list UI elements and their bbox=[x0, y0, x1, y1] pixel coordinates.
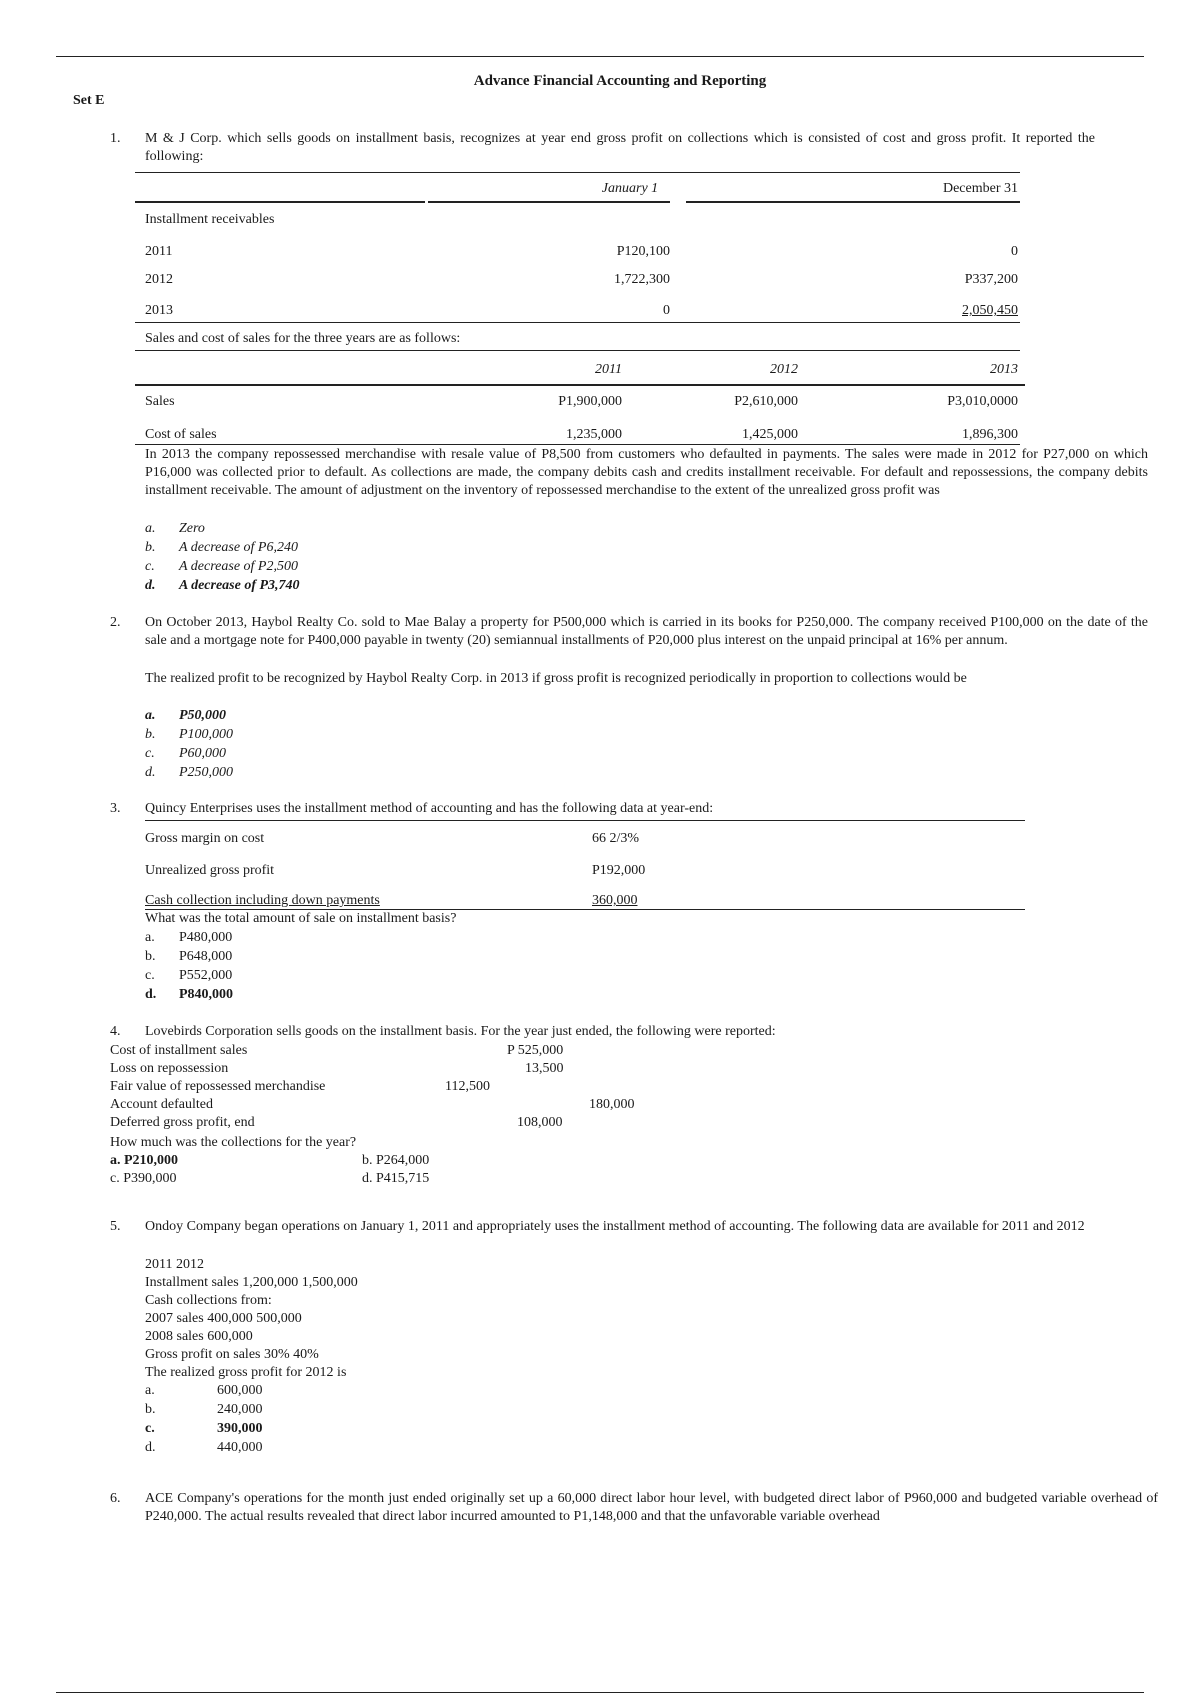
option-letter: c. bbox=[145, 968, 155, 983]
q5-text: Ondoy Company began operations on January 1, 2011 and appropriately uses the installment method of accounting. The following data are available for 2011 and 2012 bbox=[145, 1219, 1085, 1234]
q2-text: On October 2013, Haybol Realty Co. sold to Mae Balay a property for P500,000 which is carried in its books for P250,000. The company received P100,000 on the date of the sale and a mortgage note for P400,000 payable in twenty (20) semiannual installments of P20,000 plus interest on the unpaid principal at 16% per annum. bbox=[145, 615, 1148, 648]
q3-row-label: Gross margin on cost bbox=[145, 831, 265, 846]
q4-option-a: a. P210,000 bbox=[110, 1153, 179, 1168]
option-text: A decrease of P2,500 bbox=[179, 559, 298, 574]
q5-line: Installment sales 1,200,000 1,500,000 bbox=[145, 1275, 358, 1290]
q1-body: In 2013 the company repossessed merchandise with resale value of P8,500 from customers who defaulted in payments. The sales were made in 2012 for P27,000 on which P16,000 was collected prior to default. As collections are made, the company debits cash and credits installment receivable. For default and repossessions, the company debits installment receivable. The amount of adjustment on the inventory of repossessed merchandise to the extent of the unrealized gross profit was bbox=[145, 447, 1148, 498]
q2-option-c bbox=[145, 745, 226, 763]
q3-number: 3. bbox=[110, 801, 121, 816]
option-letter: c. bbox=[145, 1421, 155, 1436]
option-letter: c. bbox=[145, 746, 155, 761]
q1-text: M & J Corp. which sells goods on installment basis, recognizes at year end gross profit on collections which is consisted of cost and gross profit. It reported the following: bbox=[145, 131, 1095, 164]
document-title: Advance Financial Accounting and Reporting bbox=[473, 73, 767, 89]
q4-row-value: P 525,000 bbox=[507, 1043, 564, 1058]
option-text: P648,000 bbox=[179, 949, 233, 964]
q5-option-b bbox=[145, 1401, 263, 1419]
q1-row-jan: P120,100 bbox=[616, 244, 670, 259]
q1-cost-label: Cost of sales bbox=[145, 427, 217, 442]
q3-row-value: 360,000 bbox=[592, 893, 638, 908]
q4-option-b: b. P264,000 bbox=[362, 1153, 430, 1168]
q1-option-d bbox=[145, 577, 300, 595]
q1-table1-head-rule-3 bbox=[686, 201, 1020, 203]
q3-table-top-rule bbox=[145, 820, 1025, 821]
q1-row-jan: 0 bbox=[663, 303, 670, 318]
q5-line: The realized gross profit for 2012 is bbox=[145, 1365, 347, 1380]
q4-text: Lovebirds Corporation sells goods on the installment basis. For the year just ended, the following were reported: bbox=[145, 1024, 776, 1039]
q1-row-year: 2013 bbox=[145, 303, 173, 318]
q5-line: 2011 2012 bbox=[145, 1257, 204, 1272]
option-letter: a. bbox=[145, 930, 155, 945]
q3-option-c bbox=[145, 967, 232, 985]
q1-section-label: Installment receivables bbox=[145, 212, 275, 227]
q1-table2-intro: Sales and cost of sales for the three years are as follows: bbox=[145, 331, 461, 346]
q3-option-d bbox=[145, 986, 233, 1004]
option-text: P480,000 bbox=[179, 930, 233, 945]
set-label: Set E bbox=[73, 93, 105, 108]
q1-row-year: 2011 bbox=[145, 244, 173, 259]
option-text: P100,000 bbox=[179, 727, 234, 742]
q1-table1-top-rule bbox=[135, 172, 1020, 173]
option-letter: a. bbox=[145, 521, 156, 536]
option-text: P552,000 bbox=[179, 968, 233, 983]
q3-question: What was the total amount of sale on installment basis? bbox=[145, 911, 457, 926]
q3-row-label: Cash collection including down payments bbox=[145, 893, 380, 908]
q1-col-dec: December 31 bbox=[942, 181, 1018, 196]
option-letter: d. bbox=[145, 578, 156, 593]
q3-text: Quincy Enterprises uses the installment method of accounting and has the following data at year-end: bbox=[145, 801, 714, 816]
q3-option-a bbox=[145, 929, 232, 947]
q6-text: ACE Company's operations for the month just ended originally set up a 60,000 direct labor hour level, with budgeted direct labor of P960,000 and budgeted variable overhead of P240,000. The actual results revealed that direct labor incurred amounted to P1,148,000 and that the unfavorable variable overhead bbox=[145, 1491, 1158, 1524]
q1-row-dec: P337,200 bbox=[964, 272, 1018, 287]
q1-row-dec: 0 bbox=[1011, 244, 1018, 259]
q1-option-b bbox=[145, 539, 298, 557]
q3-row-label: Unrealized gross profit bbox=[145, 863, 275, 878]
q6-number: 6. bbox=[110, 1491, 121, 1506]
q4-row-value: 112,500 bbox=[445, 1079, 490, 1094]
q1-table1-head-rule-1 bbox=[135, 201, 425, 203]
q4-option-c: c. P390,000 bbox=[110, 1171, 177, 1186]
q5-line: Cash collections from: bbox=[145, 1293, 272, 1308]
q4-question: How much was the collections for the year? bbox=[110, 1135, 357, 1150]
q1-cost-value: 1,235,000 bbox=[566, 427, 622, 442]
q4-number: 4. bbox=[110, 1024, 121, 1039]
option-text: 240,000 bbox=[217, 1402, 263, 1417]
q1-table2-col: 2013 bbox=[990, 362, 1018, 377]
q5-line: 2007 sales 400,000 500,000 bbox=[145, 1311, 302, 1326]
option-text: A decrease of P3,740 bbox=[179, 578, 300, 593]
q3-row-value: P192,000 bbox=[592, 863, 646, 878]
q2-option-a bbox=[145, 707, 226, 725]
q5-number: 5. bbox=[110, 1219, 121, 1234]
option-letter: b. bbox=[145, 949, 156, 964]
q1-sales-label: Sales bbox=[145, 394, 175, 409]
q4-row-value: 108,000 bbox=[517, 1115, 563, 1130]
q1-cost-value: 1,896,300 bbox=[962, 427, 1018, 442]
q1-table1-bottom-rule bbox=[135, 322, 1020, 323]
q1-table2-bottom-rule bbox=[135, 444, 1020, 445]
q4-row-value: 180,000 bbox=[589, 1097, 635, 1112]
q1-table1-head-rule-2 bbox=[428, 201, 670, 203]
q1-table2-col: 2011 bbox=[595, 362, 622, 377]
q1-row-year: 2012 bbox=[145, 272, 173, 287]
q1-option-c bbox=[145, 558, 298, 576]
q5-option-a bbox=[145, 1382, 263, 1400]
q1-table2-head-rule bbox=[135, 384, 1025, 386]
q4-option-d: d. P415,715 bbox=[362, 1171, 430, 1186]
q2-option-d bbox=[145, 764, 233, 782]
q1-sales-value: P3,010,0000 bbox=[947, 394, 1018, 409]
q1-row-jan: 1,722,300 bbox=[614, 272, 670, 287]
q5-line: 2008 sales 600,000 bbox=[145, 1329, 253, 1344]
option-letter: b. bbox=[145, 727, 156, 742]
q5-option-c bbox=[145, 1420, 263, 1438]
q3-option-b bbox=[145, 948, 232, 966]
option-text: P840,000 bbox=[179, 987, 234, 1002]
q1-row-dec: 2,050,450 bbox=[962, 303, 1018, 318]
option-letter: d. bbox=[145, 987, 157, 1002]
q5-line: Gross profit on sales 30% 40% bbox=[145, 1347, 319, 1362]
q1-col-jan: January 1 bbox=[601, 181, 659, 196]
q4-row-label: Cost of installment sales bbox=[110, 1043, 248, 1058]
option-text: P250,000 bbox=[179, 765, 234, 780]
q2-option-b bbox=[145, 726, 233, 744]
option-text: Zero bbox=[179, 521, 205, 536]
option-text: 390,000 bbox=[217, 1421, 263, 1436]
top-rule bbox=[56, 56, 1144, 57]
q4-row-label: Account defaulted bbox=[110, 1097, 214, 1112]
q1-table2-top-rule bbox=[135, 350, 1020, 351]
q4-row-value: 13,500 bbox=[525, 1061, 564, 1076]
q1-cost-value: 1,425,000 bbox=[742, 427, 798, 442]
option-letter: d. bbox=[145, 765, 156, 780]
option-text: P50,000 bbox=[179, 708, 227, 723]
bottom-rule bbox=[56, 1692, 1144, 1693]
q1-table2-col: 2012 bbox=[770, 362, 798, 377]
q3-row-value: 66 2/3% bbox=[592, 831, 640, 846]
option-letter: a. bbox=[145, 708, 156, 723]
q1-sales-value: P2,610,000 bbox=[734, 394, 798, 409]
option-letter: a. bbox=[145, 1383, 155, 1398]
option-text: 600,000 bbox=[217, 1383, 263, 1398]
option-text: 440,000 bbox=[217, 1440, 263, 1455]
q4-row-label: Fair value of repossessed merchandise bbox=[110, 1079, 326, 1094]
option-text: A decrease of P6,240 bbox=[179, 540, 298, 555]
option-letter: b. bbox=[145, 540, 156, 555]
option-letter: c. bbox=[145, 559, 155, 574]
option-letter: d. bbox=[145, 1440, 156, 1455]
q5-option-d bbox=[145, 1439, 263, 1457]
option-letter: b. bbox=[145, 1402, 156, 1417]
q2-number: 2. bbox=[110, 615, 121, 630]
q1-number: 1. bbox=[110, 131, 121, 146]
option-text: P60,000 bbox=[179, 746, 227, 761]
q1-option-a bbox=[145, 520, 205, 538]
q4-row-label: Deferred gross profit, end bbox=[110, 1115, 255, 1130]
q4-row-label: Loss on repossession bbox=[110, 1061, 229, 1076]
q2-question: The realized profit to be recognized by Haybol Realty Corp. in 2013 if gross profit is recognized periodically in proportion to collections would be bbox=[145, 671, 967, 686]
q1-sales-value: P1,900,000 bbox=[558, 394, 622, 409]
